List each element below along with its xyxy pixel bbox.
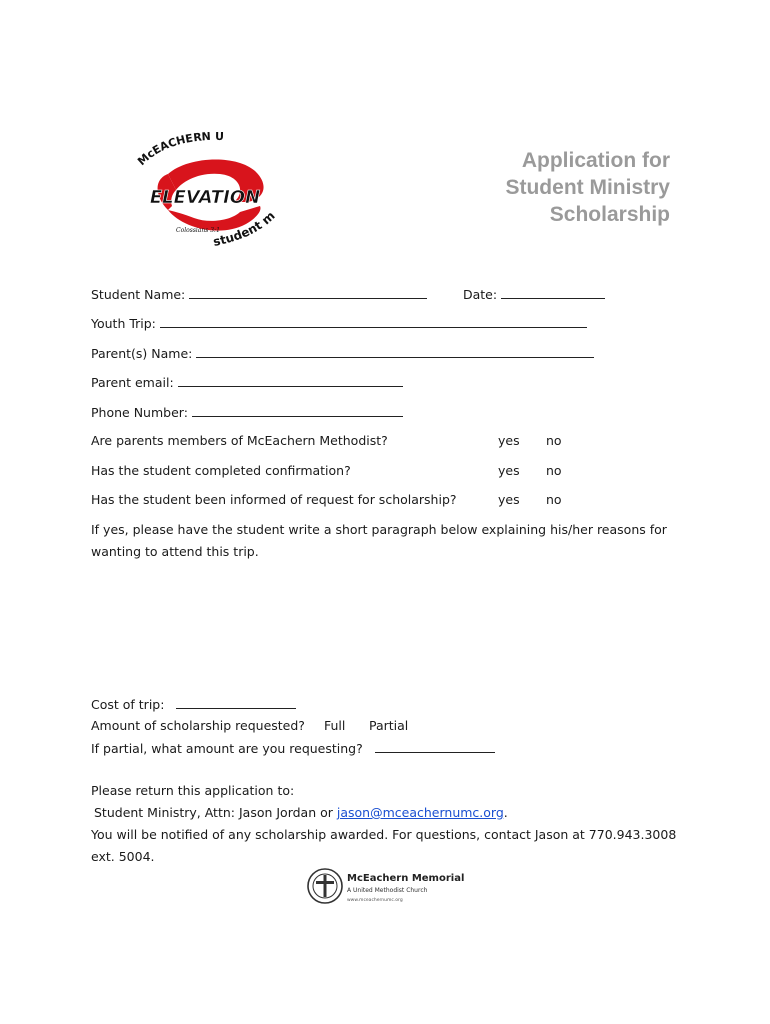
- logo-small-text: Colossians 3:1: [176, 227, 220, 234]
- date-label: Date:: [463, 287, 498, 302]
- parent-email-row: [91, 374, 403, 391]
- student-name-field[interactable]: [189, 286, 427, 299]
- question-2-yes[interactable]: yes: [498, 463, 520, 478]
- cost-row: [91, 696, 296, 713]
- title-line-1: Application for: [521, 149, 670, 172]
- phone-field[interactable]: [192, 404, 403, 417]
- cost-label: Cost of trip:: [91, 697, 165, 712]
- elevation-logo: [128, 132, 288, 260]
- parent-email-field[interactable]: [178, 374, 403, 387]
- youth-trip-label: Youth Trip:: [91, 316, 156, 331]
- logo-tag-text: student m: [211, 208, 278, 249]
- question-1-no[interactable]: no: [546, 433, 562, 448]
- parents-name-label: Parent(s) Name:: [91, 346, 193, 361]
- church-name: McEachern Memorial: [347, 873, 465, 884]
- question-3: Has the student been informed of request for scholarship?: [91, 492, 457, 507]
- student-name-label: Student Name:: [91, 287, 186, 302]
- logo-arc-text: McEACHERN U: [135, 132, 225, 169]
- page-title: [505, 147, 670, 228]
- notify-line-1: You will be notified of any scholarship awarded. For questions, contact Jason at 770.943.3008: [91, 827, 677, 842]
- phone-row: [91, 404, 403, 421]
- title-line-2: Student Ministry: [505, 176, 670, 199]
- full-option[interactable]: Full: [324, 718, 346, 733]
- notify-line-2: ext. 5004.: [91, 849, 155, 864]
- church-subtitle: A United Methodist Church: [347, 887, 428, 894]
- youth-trip-row: [91, 315, 587, 332]
- parents-name-field[interactable]: [196, 345, 594, 358]
- student-name-row: [91, 286, 427, 303]
- paragraph-instruction-line-2: wanting to attend this trip.: [91, 544, 259, 559]
- question-3-yes[interactable]: yes: [498, 492, 520, 507]
- partial-option[interactable]: Partial: [369, 718, 409, 733]
- cross-icon: [324, 875, 327, 897]
- partial-amount-label: If partial, what amount are you requesting?: [91, 741, 363, 756]
- attn-prefix: Student Ministry, Attn: Jason Jordan or: [94, 805, 337, 820]
- question-1-yes[interactable]: yes: [498, 433, 520, 448]
- question-1: Are parents members of McEachern Methodist?: [91, 433, 388, 448]
- question-2: Has the student completed confirmation?: [91, 463, 351, 478]
- date-row: [463, 286, 605, 303]
- question-2-no[interactable]: no: [546, 463, 562, 478]
- cost-field[interactable]: [176, 696, 296, 709]
- return-line: Please return this application to:: [91, 783, 295, 798]
- date-field[interactable]: [501, 286, 605, 299]
- title-line-3: Scholarship: [549, 203, 670, 226]
- email-link[interactable]: jason@mceachernumc.org: [336, 805, 504, 820]
- phone-label: Phone Number:: [91, 405, 188, 420]
- church-url: www.mceachernumc.org: [347, 898, 403, 903]
- elevation-logo-graphic: [128, 132, 288, 260]
- paragraph-instruction-line-1: If yes, please have the student write a short paragraph below explaining his/her reasons for: [91, 522, 667, 537]
- attn-line: [94, 805, 508, 821]
- amount-row: [91, 718, 305, 734]
- church-logo-graphic: [307, 866, 467, 908]
- question-3-no[interactable]: no: [546, 492, 562, 507]
- parents-name-row: [91, 345, 594, 362]
- partial-amount-row: [91, 740, 495, 757]
- logo-main-text: ELEVATION: [149, 187, 261, 208]
- attn-suffix: .: [503, 805, 508, 820]
- amount-label: Amount of scholarship requested?: [91, 718, 305, 733]
- youth-trip-field[interactable]: [160, 315, 587, 328]
- parent-email-label: Parent email:: [91, 375, 174, 390]
- church-logo: [307, 866, 467, 908]
- partial-amount-field[interactable]: [375, 740, 495, 753]
